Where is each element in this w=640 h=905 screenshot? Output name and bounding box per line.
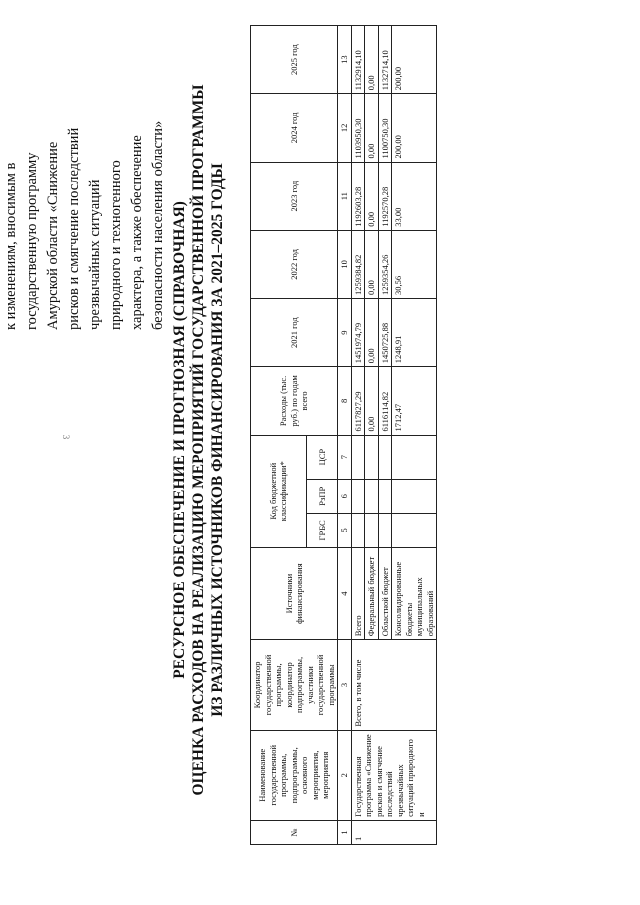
grbs-cell [365, 513, 379, 547]
row-number-cell: 1 [351, 820, 437, 844]
budget-table [250, 25, 437, 845]
y2025-cell: 0,00 [365, 26, 379, 94]
header-csr: ЦСР [306, 435, 337, 479]
column-index-row [338, 26, 352, 845]
total-cell: 6117827,29 [351, 367, 365, 435]
csr-cell [378, 435, 392, 479]
y2023-cell: 1192603,28 [351, 162, 365, 230]
rzpr-cell [378, 479, 392, 513]
index-cell: 5 [338, 513, 352, 547]
rzpr-cell [365, 479, 379, 513]
grbs-cell [378, 513, 392, 547]
y2024-cell: 0,00 [365, 94, 379, 162]
source-cell: Областной бюджет [378, 547, 392, 639]
y2023-cell: 1192570,28 [378, 162, 392, 230]
header-2022: 2022 год [251, 230, 338, 298]
total-cell: 6116114,82 [378, 367, 392, 435]
y2021-cell: 1451974,79 [351, 299, 365, 367]
y2025-cell: 1132714,10 [378, 26, 392, 94]
total-cell: 1712,47 [392, 367, 437, 435]
y2021-cell: 1450725,88 [378, 299, 392, 367]
header-2021: 2021 год [251, 299, 338, 367]
csr-cell [365, 435, 379, 479]
index-cell: 2 [338, 730, 352, 820]
header-row [251, 26, 307, 845]
y2022-cell: 0,00 [365, 230, 379, 298]
header-2023: 2023 год [251, 162, 338, 230]
annex-line: Амурской области «Снижение [45, 141, 61, 330]
csr-cell [392, 435, 437, 479]
y2023-cell: 0,00 [365, 162, 379, 230]
grbs-cell [392, 513, 437, 547]
y2022-cell: 1259354,26 [378, 230, 392, 298]
y2024-cell: 1100750,30 [378, 94, 392, 162]
annex-line: рисков и смягчение последствий [66, 127, 82, 330]
index-cell: 7 [338, 435, 352, 479]
index-cell: 8 [338, 367, 352, 435]
csr-cell [351, 435, 365, 479]
y2025-cell: 200,00 [392, 26, 437, 94]
header-total: Расходы (тыс. руб.) по годам всего [251, 367, 338, 435]
annex-note [0, 30, 169, 330]
document-title [170, 20, 227, 860]
y2022-cell: 30,56 [392, 230, 437, 298]
y2022-cell: 1259384,82 [351, 230, 365, 298]
index-cell: 12 [338, 94, 352, 162]
header-coordinator: Координатор государственной программы, координатор подпрограммы, участники государственной программы [251, 640, 338, 730]
y2024-cell: 1103950,30 [351, 94, 365, 162]
title-line-1: РЕСУРСНОЕ ОБЕСПЕЧЕНИЕ И ПРОГНОЗНАЯ (СПРАВОЧНАЯ) [171, 201, 188, 679]
annex-line: чрезвычайных ситуаций [87, 179, 103, 330]
index-cell: 3 [338, 640, 352, 730]
annex-line: безопасности населения области» [150, 120, 166, 330]
index-cell: 6 [338, 479, 352, 513]
source-cell: Консолидированные бюджеты муниципальных образований [392, 547, 437, 639]
program-name-cell: Государственная программа «Снижение рисков и смягчение последствий чрезвычайных ситуаций природного и [351, 730, 437, 820]
coordinator-cell: Всего, в том числе [351, 640, 437, 730]
y2024-cell: 200,00 [392, 94, 437, 162]
index-cell: 4 [338, 547, 352, 639]
y2021-cell: 0,00 [365, 299, 379, 367]
index-cell: 9 [338, 299, 352, 367]
rzpr-cell [351, 479, 365, 513]
header-grbs: ГРБС [306, 513, 337, 547]
y2021-cell: 1248,91 [392, 299, 437, 367]
table-row [351, 26, 365, 845]
annex-line: характера, а также обеспечение [129, 135, 145, 330]
y2025-cell: 1132914,10 [351, 26, 365, 94]
grbs-cell [351, 513, 365, 547]
header-num: № [251, 820, 338, 844]
annex-line: государственную программу [24, 152, 40, 330]
header-budget-code: Код бюджетной классификации* [251, 435, 307, 547]
page-number: 3 [61, 434, 71, 440]
annex-line: к изменениям, вносимым в [3, 162, 19, 330]
total-cell: 0,00 [365, 367, 379, 435]
source-cell: Всего [351, 547, 365, 639]
annex-line: природного и техногенного [108, 160, 124, 330]
index-cell: 10 [338, 230, 352, 298]
index-cell: 1 [338, 820, 352, 844]
source-cell: Федеральный бюджет [365, 547, 379, 639]
index-cell: 13 [338, 26, 352, 94]
header-rzpr: РзПР [306, 479, 337, 513]
header-2025: 2025 год [251, 26, 338, 94]
rotated-page-content [0, 30, 600, 890]
header-2024: 2024 год [251, 94, 338, 162]
header-name: Наименование государственной программы, подпрограммы, основного мероприятия, мероприятия [251, 730, 338, 820]
header-source: Источники финансирования [251, 547, 338, 639]
y2023-cell: 33,00 [392, 162, 437, 230]
title-line-2: ОЦЕНКА РАСХОДОВ НА РЕАЛИЗАЦИЮ МЕРОПРИЯТИЙ ГОСУДАРСТВЕННОЙ ПРОГРАММЫ [190, 84, 207, 796]
title-line-3: ИЗ РАЗЛИЧНЫХ ИСТОЧНИКОВ ФИНАНСИРОВАНИЯ ЗА 2021–2025 ГОДЫ [209, 163, 226, 717]
index-cell: 11 [338, 162, 352, 230]
rzpr-cell [392, 479, 437, 513]
